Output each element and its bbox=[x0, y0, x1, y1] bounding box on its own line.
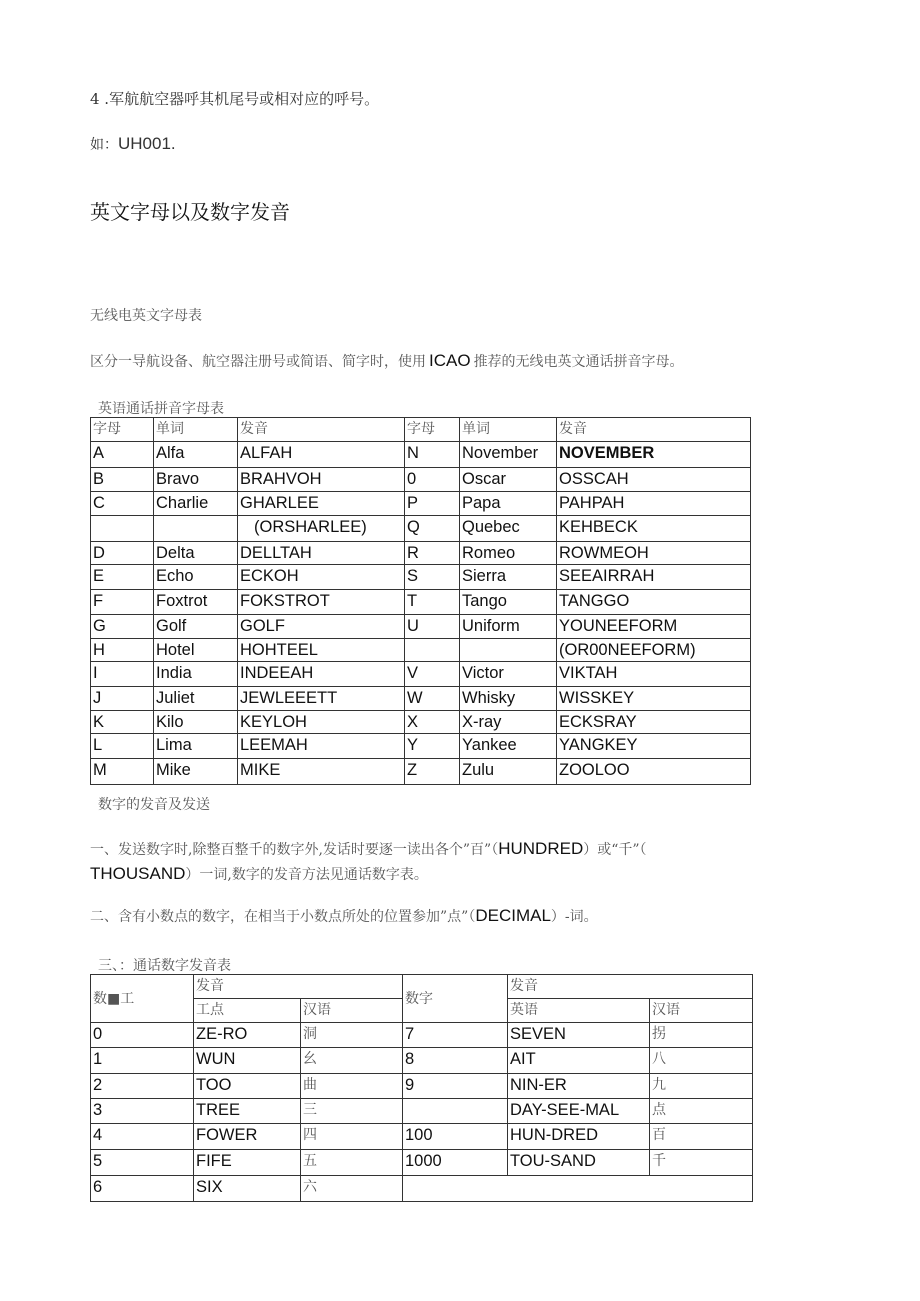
table-cell: PAHPAH bbox=[557, 492, 751, 516]
table-cell: 六 bbox=[301, 1176, 403, 1202]
table-cell: AIT bbox=[508, 1048, 650, 1074]
table-cell: BRAHVOH bbox=[238, 468, 405, 492]
table-cell: 四 bbox=[301, 1124, 403, 1150]
table-cell: 洞 bbox=[301, 1023, 403, 1048]
table-cell: 100 bbox=[403, 1124, 508, 1150]
table-cell: G bbox=[91, 615, 154, 639]
table-cell: 幺 bbox=[301, 1048, 403, 1074]
table-cell: Juliet bbox=[154, 687, 238, 711]
table-cell: 8 bbox=[403, 1048, 508, 1074]
table-cell: Alfa bbox=[154, 442, 238, 468]
table-cell bbox=[403, 1099, 508, 1124]
table-cell: Victor bbox=[460, 662, 557, 687]
table-cell: F bbox=[91, 590, 154, 615]
table-cell: 曲 bbox=[301, 1074, 403, 1099]
table-cell: Papa bbox=[460, 492, 557, 516]
table-cell: FOKSTROT bbox=[238, 590, 405, 615]
table-cell: Hotel bbox=[154, 639, 238, 662]
table-cell: I bbox=[91, 662, 154, 687]
table-cell: ZE-RO bbox=[194, 1023, 301, 1048]
alphabet-desc-b: 推荐的无线电英文通话拼音字母。 bbox=[473, 354, 684, 370]
header-cn-right: 汉语 bbox=[650, 999, 753, 1023]
table-cell-empty bbox=[403, 1176, 753, 1202]
table-cell: WUN bbox=[194, 1048, 301, 1074]
table-cell: ECKOH bbox=[238, 565, 405, 590]
intro-item-4 bbox=[90, 88, 379, 109]
table-cell: TOO bbox=[194, 1074, 301, 1099]
table-cell: Echo bbox=[154, 565, 238, 590]
table-cell bbox=[460, 639, 557, 662]
table-cell: 1000 bbox=[403, 1150, 508, 1176]
table-row bbox=[91, 516, 751, 542]
intro-example-value: UH001. bbox=[118, 134, 176, 153]
table-cell: L bbox=[91, 734, 154, 759]
table-row bbox=[91, 1074, 753, 1099]
table-cell: 点 bbox=[650, 1099, 753, 1124]
table-cell: Kilo bbox=[154, 711, 238, 734]
table-cell: HUN-DRED bbox=[508, 1124, 650, 1150]
table-cell: 0 bbox=[91, 1023, 194, 1048]
table-cell: S bbox=[405, 565, 460, 590]
table-cell: B bbox=[91, 468, 154, 492]
header-letter-2: 字母 bbox=[405, 418, 460, 442]
table-cell: KEHBECK bbox=[557, 516, 751, 542]
numbers-paragraph-1 bbox=[90, 837, 750, 887]
table-cell: Oscar bbox=[460, 468, 557, 492]
table-cell: R bbox=[405, 542, 460, 565]
table-cell: A bbox=[91, 442, 154, 468]
table-cell: SIX bbox=[194, 1176, 301, 1202]
table-cell bbox=[154, 516, 238, 542]
table-cell: Charlie bbox=[154, 492, 238, 516]
para1-b: ）或“千”（ bbox=[583, 842, 647, 858]
table-row bbox=[91, 1099, 753, 1124]
para1-thousand: THOUSAND bbox=[90, 864, 186, 883]
table-cell: C bbox=[91, 492, 154, 516]
header-cn-left: 汉语 bbox=[301, 999, 403, 1023]
alphabet-header-row bbox=[91, 418, 751, 442]
intro-example bbox=[90, 134, 176, 154]
table-cell: NIN-ER bbox=[508, 1074, 650, 1099]
table-row bbox=[91, 492, 751, 516]
table-cell: U bbox=[405, 615, 460, 639]
table-cell: JEWLEEETT bbox=[238, 687, 405, 711]
table-cell: TOU-SAND bbox=[508, 1150, 650, 1176]
table-cell: LEEMAH bbox=[238, 734, 405, 759]
table-row bbox=[91, 1150, 753, 1176]
number-header-row-1 bbox=[91, 975, 753, 999]
table-cell: WISSKEY bbox=[557, 687, 751, 711]
table-cell: Tango bbox=[460, 590, 557, 615]
header-en-right: 英语 bbox=[508, 999, 650, 1023]
alphabet-heading: 无线电英文字母表 bbox=[90, 308, 202, 324]
table-cell: Sierra bbox=[460, 565, 557, 590]
table-cell: ZOOLOO bbox=[557, 759, 751, 785]
table-cell: Uniform bbox=[460, 615, 557, 639]
table-cell: Romeo bbox=[460, 542, 557, 565]
header-word: 单词 bbox=[154, 418, 238, 442]
table-cell: GHARLEE bbox=[238, 492, 405, 516]
table-cell: W bbox=[405, 687, 460, 711]
table-row bbox=[91, 468, 751, 492]
para2-decimal: DECIMAL bbox=[475, 906, 551, 925]
table-cell: ROWMEOH bbox=[557, 542, 751, 565]
table-cell: 2 bbox=[91, 1074, 194, 1099]
table-cell: Zulu bbox=[460, 759, 557, 785]
alphabet-desc-icao: ICAO bbox=[429, 351, 471, 370]
table-cell: Golf bbox=[154, 615, 238, 639]
table-row bbox=[91, 662, 751, 687]
table-cell: X bbox=[405, 711, 460, 734]
para1-hundred: HUNDRED bbox=[498, 839, 584, 858]
table-cell: HOHTEEL bbox=[238, 639, 405, 662]
table-row bbox=[91, 615, 751, 639]
table-cell: 9 bbox=[403, 1074, 508, 1099]
table-cell: NOVEMBER bbox=[557, 442, 751, 468]
table-cell: 4 bbox=[91, 1124, 194, 1150]
table-cell: 五 bbox=[301, 1150, 403, 1176]
table-cell bbox=[405, 639, 460, 662]
table-cell: KEYLOH bbox=[238, 711, 405, 734]
para1-c: ）一词,数字的发音方法见通话数字表。 bbox=[185, 867, 428, 883]
table-cell: Quebec bbox=[460, 516, 557, 542]
table-row bbox=[91, 1048, 753, 1074]
table-cell: (OR00NEEFORM) bbox=[557, 639, 751, 662]
table-cell: DELLTAH bbox=[238, 542, 405, 565]
numbers-paragraph-2 bbox=[90, 906, 598, 926]
table-cell: OSSCAH bbox=[557, 468, 751, 492]
table-cell: K bbox=[91, 711, 154, 734]
table-cell bbox=[91, 516, 154, 542]
table-row bbox=[91, 734, 751, 759]
header-number-2: 数字 bbox=[403, 975, 508, 1023]
table-cell: November bbox=[460, 442, 557, 468]
table-cell: Q bbox=[405, 516, 460, 542]
table-row bbox=[91, 542, 751, 565]
table-cell: 0 bbox=[405, 468, 460, 492]
table-row bbox=[91, 711, 751, 734]
intro-item-4-text: 4 .军航航空器呼其机尾号或相对应的呼号。 bbox=[90, 90, 380, 108]
header-pron-left: 发音 bbox=[194, 975, 403, 999]
table-cell: Z bbox=[405, 759, 460, 785]
table-cell: 百 bbox=[650, 1124, 753, 1150]
table-row bbox=[91, 590, 751, 615]
table-cell: YOUNEEFORM bbox=[557, 615, 751, 639]
table-cell: 八 bbox=[650, 1048, 753, 1074]
table-row bbox=[91, 1124, 753, 1150]
table-cell: T bbox=[405, 590, 460, 615]
table-cell: 九 bbox=[650, 1074, 753, 1099]
header-number: 数■工 bbox=[91, 975, 194, 1023]
table-cell: P bbox=[405, 492, 460, 516]
para1-a: 一、发送数字时,除整百整千的数字外,发话时要逐一读出各个”百”（ bbox=[90, 842, 499, 858]
table-cell: D bbox=[91, 542, 154, 565]
table-cell: Lima bbox=[154, 734, 238, 759]
table-row bbox=[91, 759, 751, 785]
header-pronunciation: 发音 bbox=[238, 418, 405, 442]
table-cell: DAY-SEE-MAL bbox=[508, 1099, 650, 1124]
table-row bbox=[91, 565, 751, 590]
header-en-left: 工点 bbox=[194, 999, 301, 1023]
table-cell: VIKTAH bbox=[557, 662, 751, 687]
table-cell: Foxtrot bbox=[154, 590, 238, 615]
table-cell: 千 bbox=[650, 1150, 753, 1176]
table-cell: V bbox=[405, 662, 460, 687]
table-cell: FOWER bbox=[194, 1124, 301, 1150]
table-cell: YANGKEY bbox=[557, 734, 751, 759]
table-cell: 6 bbox=[91, 1176, 194, 1202]
table-cell: Yankee bbox=[460, 734, 557, 759]
table-cell: N bbox=[405, 442, 460, 468]
table-row bbox=[91, 639, 751, 662]
para2-a: 二、含有小数点的数字，在相当于小数点所处的位置参加”点”（ bbox=[90, 909, 476, 925]
table-cell: E bbox=[91, 565, 154, 590]
table-cell: 7 bbox=[403, 1023, 508, 1048]
table-row bbox=[91, 1176, 753, 1202]
table-cell: Whisky bbox=[460, 687, 557, 711]
table-cell: Mike bbox=[154, 759, 238, 785]
para2-b: ）-词。 bbox=[550, 909, 598, 925]
alphabet-table bbox=[90, 417, 751, 785]
table-row bbox=[91, 442, 751, 468]
table-cell: M bbox=[91, 759, 154, 785]
table-row bbox=[91, 1023, 753, 1048]
table-cell: Y bbox=[405, 734, 460, 759]
intro-example-prefix: 如： bbox=[90, 137, 118, 153]
header-word-2: 单词 bbox=[460, 418, 557, 442]
table-row bbox=[91, 687, 751, 711]
table-cell: 5 bbox=[91, 1150, 194, 1176]
table-cell: MIKE bbox=[238, 759, 405, 785]
table-cell: TANGGO bbox=[557, 590, 751, 615]
table-cell: ECKSRAY bbox=[557, 711, 751, 734]
table-cell: 3 bbox=[91, 1099, 194, 1124]
table-cell: H bbox=[91, 639, 154, 662]
header-letter: 字母 bbox=[91, 418, 154, 442]
table-cell: X-ray bbox=[460, 711, 557, 734]
table-cell: J bbox=[91, 687, 154, 711]
table-cell: SEEAIRRAH bbox=[557, 565, 751, 590]
table-cell: (ORSHARLEE) bbox=[238, 516, 405, 542]
table-cell: ALFAH bbox=[238, 442, 405, 468]
alphabet-desc-a: 区分一导航设备、航空器注册号或简语、简字时，使用 bbox=[90, 354, 426, 370]
table-cell: SEVEN bbox=[508, 1023, 650, 1048]
header-pronunciation-2: 发音 bbox=[557, 418, 751, 442]
table-cell: Delta bbox=[154, 542, 238, 565]
table-cell: GOLF bbox=[238, 615, 405, 639]
table-cell: India bbox=[154, 662, 238, 687]
table-cell: FIFE bbox=[194, 1150, 301, 1176]
alphabet-description bbox=[90, 351, 684, 371]
alphabet-table-caption: 英语通话拼音字母表 bbox=[98, 401, 224, 417]
table-cell: 拐 bbox=[650, 1023, 753, 1048]
table-cell: TREE bbox=[194, 1099, 301, 1124]
table-cell: 三 bbox=[301, 1099, 403, 1124]
number-table-caption: 三、：通话数字发音表 bbox=[98, 958, 231, 974]
table-cell: 1 bbox=[91, 1048, 194, 1074]
header-pron-right: 发音 bbox=[508, 975, 753, 999]
table-cell: Bravo bbox=[154, 468, 238, 492]
number-table bbox=[90, 974, 753, 1202]
table-cell: INDEEAH bbox=[238, 662, 405, 687]
numbers-heading: 数字的发音及发送 bbox=[98, 797, 210, 813]
section-title: 英文字母以及数字发音 bbox=[90, 200, 290, 224]
